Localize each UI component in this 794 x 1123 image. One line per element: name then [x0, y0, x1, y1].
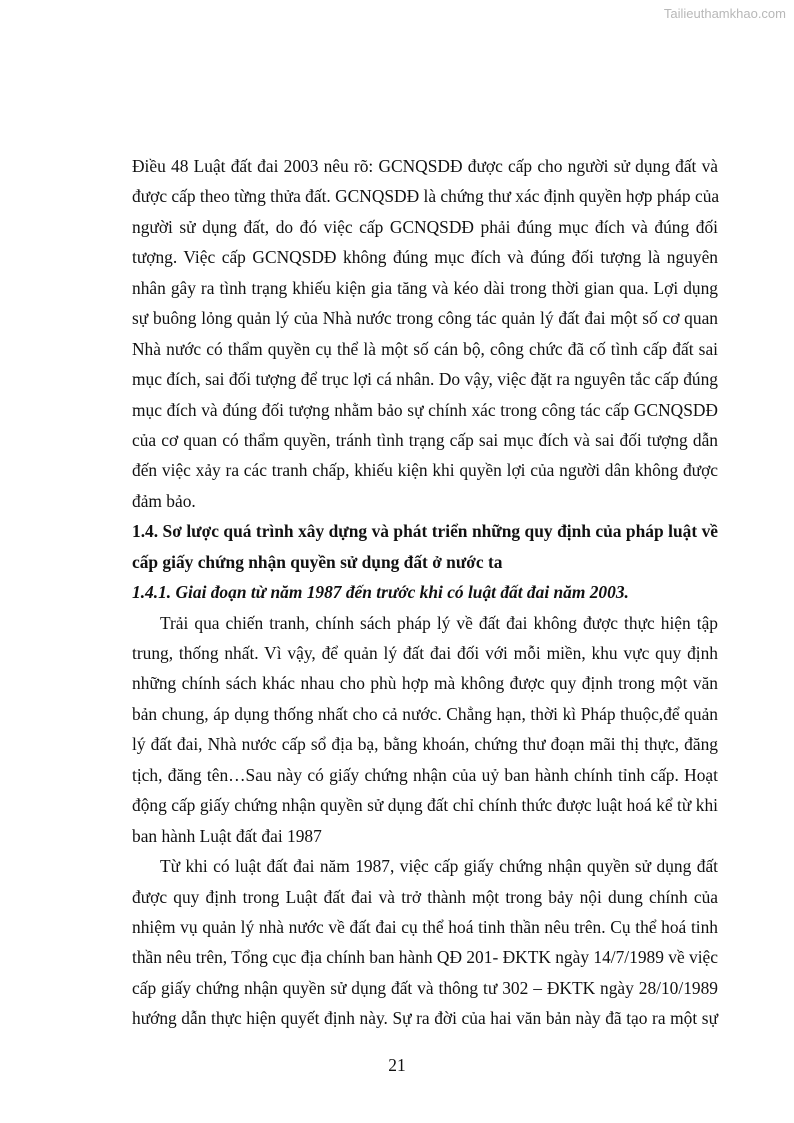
subsection-heading-1-4-1: [132, 577, 718, 607]
text-line: mục đích, sai đối tượng để trục lợi cá nhân. Do vậy, việc đặt ra nguyên tắc cấp đúng: [132, 369, 718, 390]
text-line: sự buông lỏng quản lý của Nhà nước trong công tác quản lý đất đai một số cơ quan: [132, 308, 718, 329]
text-line: thần nêu trên, Tổng cục địa chính ban hành QĐ 201- ĐKTK ngày 14/7/1989 về việc: [132, 947, 718, 968]
text-line: ban hành Luật đất đai 1987: [132, 825, 322, 846]
text-line: được quy định trong Luật đất đai và trở thành một trong bảy nội dung chính của: [132, 886, 718, 907]
paragraph-1: [132, 151, 718, 516]
heading-line: 1.4.1. Giai đoạn từ năm 1987 đến trước khi có luật đất đai năm 2003.: [132, 582, 629, 603]
text-line: nhiệm vụ quản lý nhà nước về đất đai cụ thể hoá tinh thần nêu trên. Cụ thể hoá tinh: [132, 916, 718, 937]
text-line: cấp giấy chứng nhận quyền sử dụng đất ở nước ta: [132, 551, 503, 572]
text-line: hướng dẫn thực hiện quyết định này. Sự ra đời của hai văn bản này đã tạo ra một sự: [132, 1008, 718, 1029]
text-line: những chính sách khác nhau cho phù hợp mà không được quy định trong một văn: [132, 673, 718, 694]
section-heading-1-4: [132, 516, 718, 577]
page-body: [132, 151, 718, 1034]
text-line: bản chung, áp dụng thống nhất cho cả nước. Chẳng hạn, thời kì Pháp thuộc,để quản: [132, 703, 718, 724]
text-line: cấp giấy chứng nhận quyền sử dụng đất và thông tư 302 – ĐKTK ngày 28/10/1989: [132, 977, 718, 998]
text-line: Trải qua chiến tranh, chính sách pháp lý về đất đai không được thực hiện tập: [160, 612, 718, 633]
text-line: tịch, đăng tên…Sau này có giấy chứng nhận của uỷ ban hành chính tỉnh cấp. Hoạt: [132, 764, 718, 785]
text-line: đảm bảo.: [132, 490, 196, 511]
page-number: 21: [388, 1055, 406, 1075]
paragraph-2: [132, 608, 718, 852]
text-line: Từ khi có luật đất đai năm 1987, việc cấp giấy chứng nhận quyền sử dụng đất: [160, 856, 718, 877]
text-line: mục đích và đúng đối tượng nhằm bảo sự chính xác trong công tác cấp GCNQSDĐ: [132, 399, 718, 420]
watermark: Tailieuthamkhao.com: [663, 6, 786, 21]
text-line: nhân gây ra tình trạng khiếu kiện gia tăng và kéo dài trong thời gian qua. Lợi dụng: [132, 277, 718, 298]
text-line: đến việc xảy ra các tranh chấp, khiếu kiện khi quyền lợi của người dân không được: [132, 460, 718, 481]
text-line: trung, thống nhất. Vì vậy, để quản lý đất đai đối với mỗi miền, khu vực quy định: [132, 643, 718, 663]
text-line: người sử dụng đất, do đó việc cấp GCNQSDĐ phải đúng mục đích và đúng đối: [132, 216, 718, 237]
text-line: Nhà nước có thẩm quyền cụ thể là một số cán bộ, công chức đã cố tình cấp đất sai: [132, 338, 718, 359]
text-line: được cấp theo từng thửa đất. GCNQSDĐ là chứng thư xác định quyền hợp pháp của: [132, 186, 720, 207]
text-line: Điều 48 Luật đất đai 2003 nêu rõ: GCNQSDĐ được cấp cho người sử dụng đất và: [132, 156, 718, 176]
text-line: tượng. Việc cấp GCNQSDĐ không đúng mục đích và đúng đối tượng là nguyên: [132, 247, 718, 268]
text-line: 1.4. Sơ lược quá trình xây dựng và phát triển những quy định của pháp luật về: [132, 521, 718, 542]
text-line: lý đất đai, Nhà nước cấp sổ địa bạ, bằng khoán, chứng thư đoạn mãi thị thực, đăng: [132, 734, 718, 755]
text-line: động cấp giấy chứng nhận quyền sử dụng đất chỉ chính thức được luật hoá kể từ khi: [132, 795, 718, 816]
text-line: của cơ quan có thẩm quyền, tránh tình trạng cấp sai mục đích và sai đối tượng dẫn: [132, 429, 718, 450]
paragraph-3: [132, 851, 718, 1034]
